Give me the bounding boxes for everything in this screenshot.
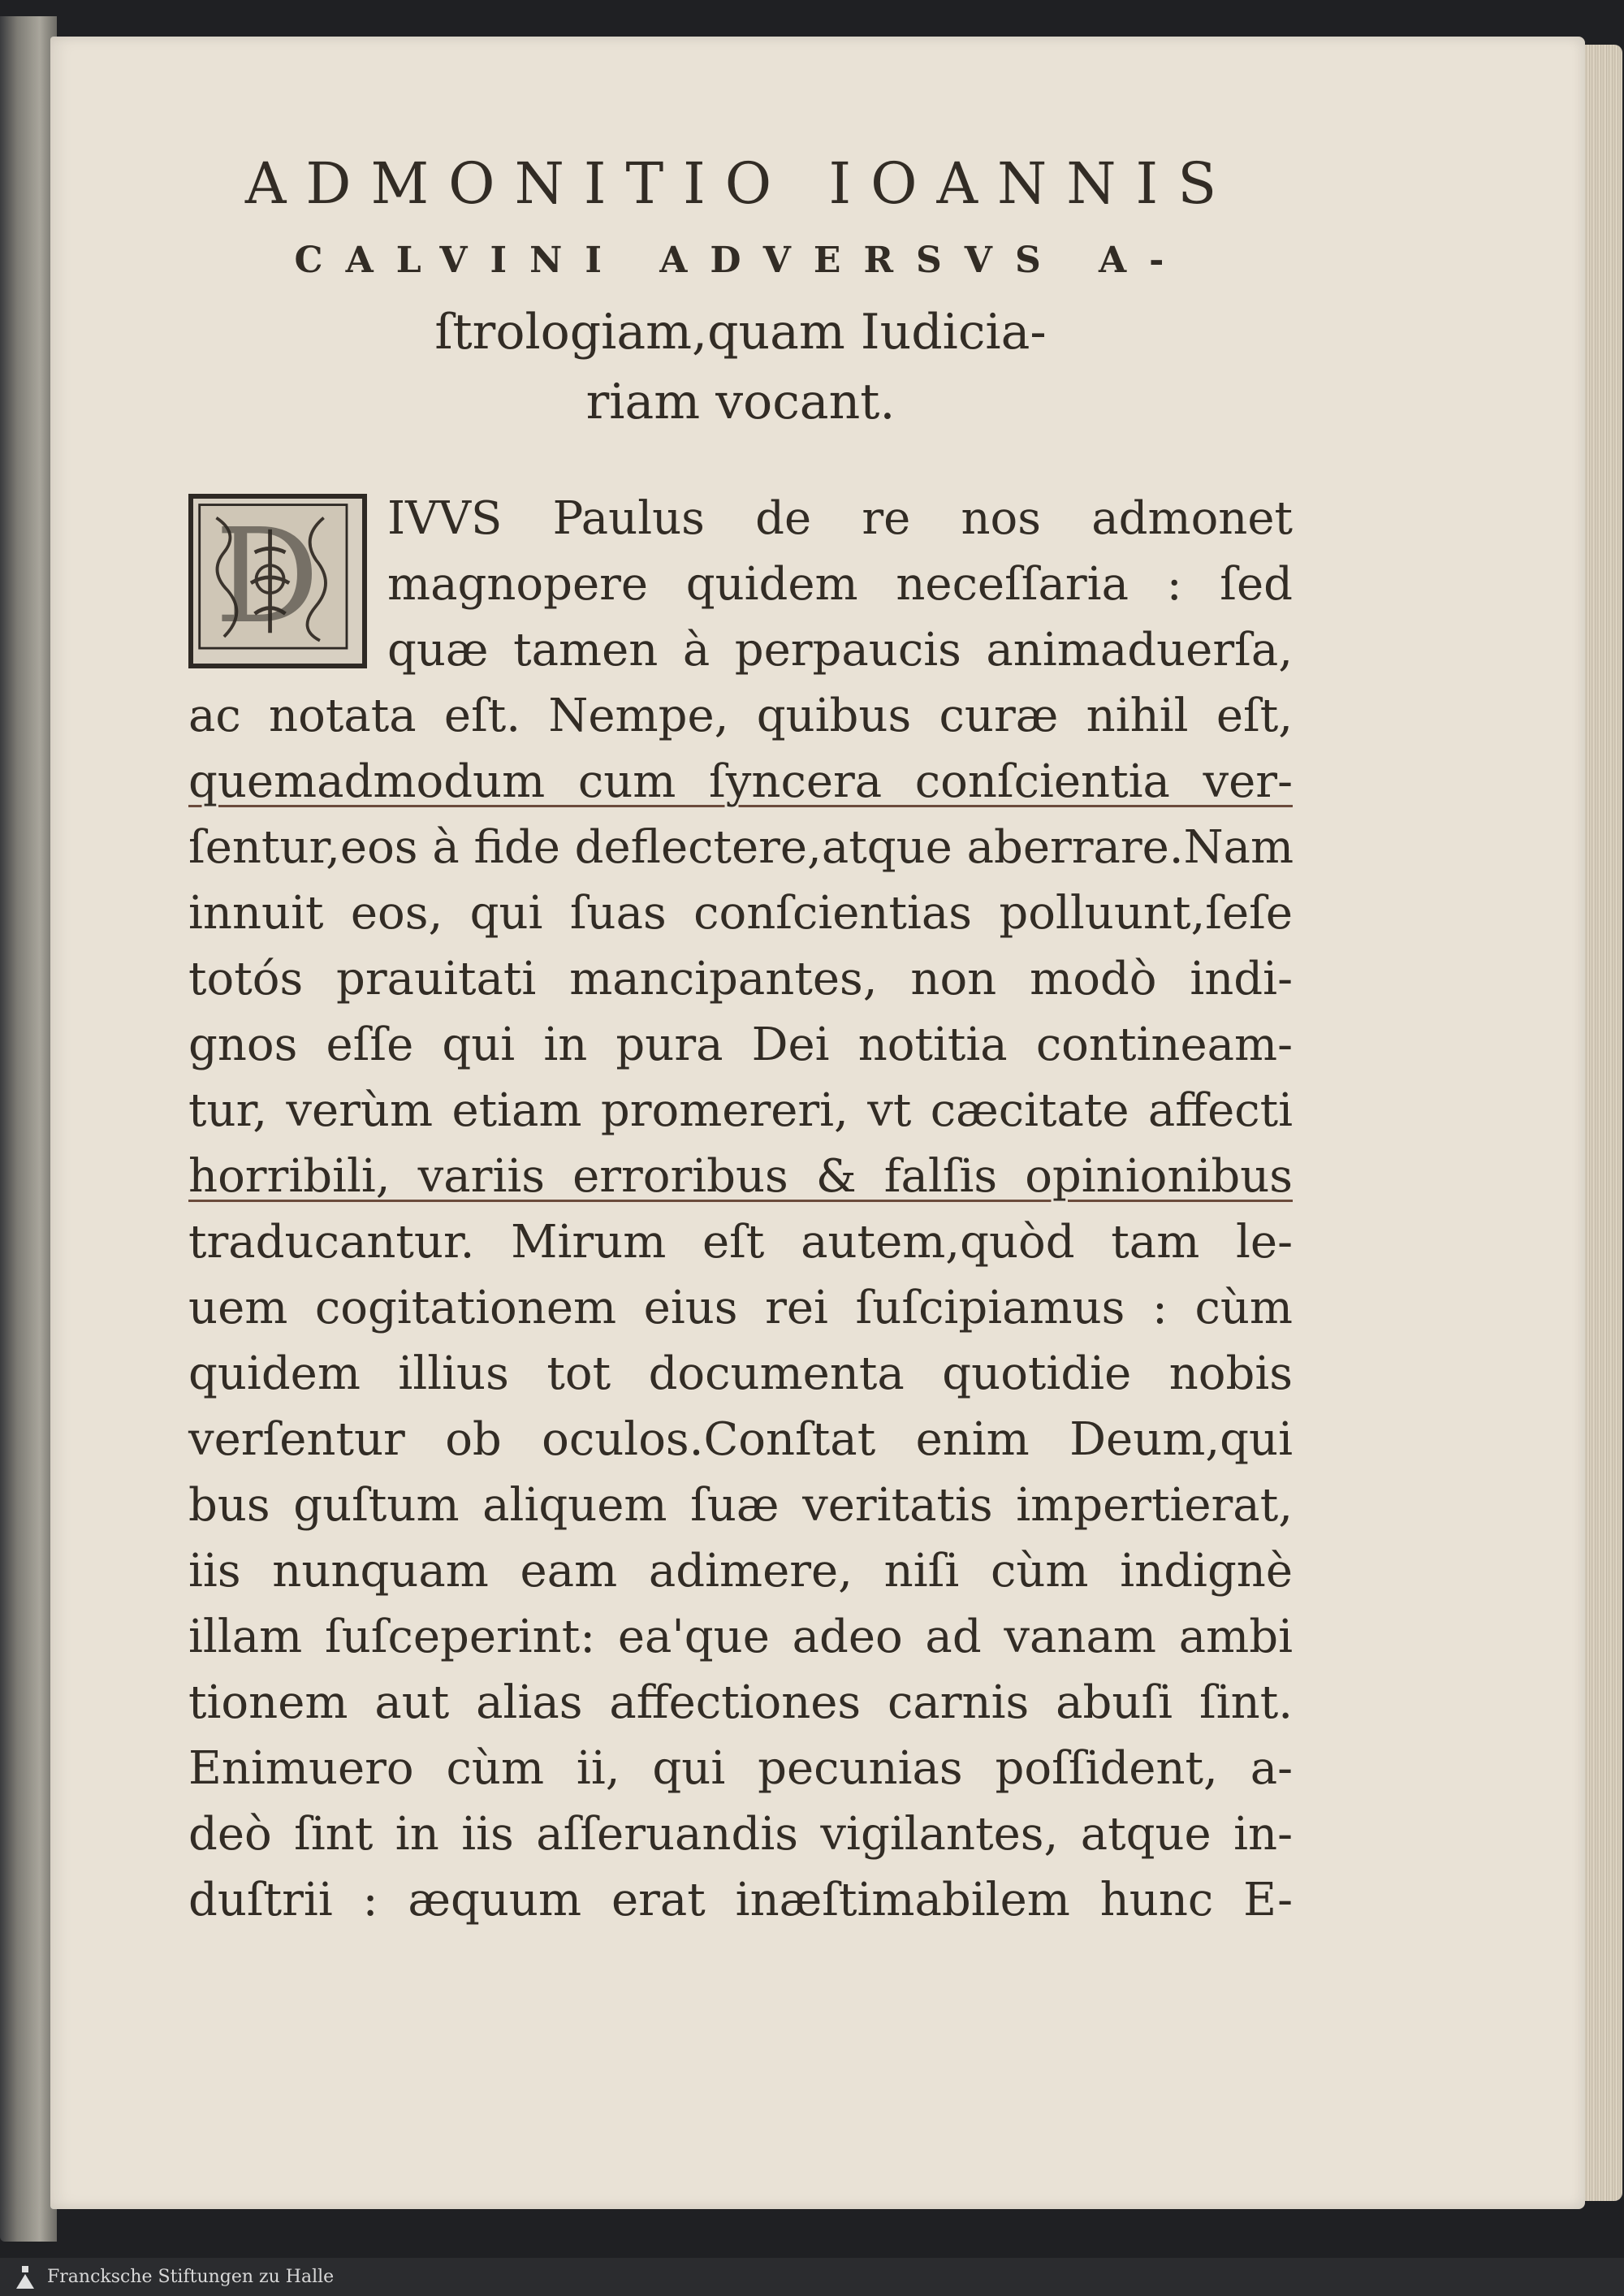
body-line-16: bus guſtum aliquem ſuæ veritatis impertierat,: [188, 1479, 1293, 1532]
body-line-14: quidem illius tot documenta quotidie nobis: [188, 1347, 1293, 1400]
body-line-13: uem cogitationem eius rei ſuſcipiamus : cùm: [188, 1282, 1293, 1334]
body-line-11: horribili, variis erroribus & falſis opinionibus: [188, 1150, 1293, 1203]
body-line-6: ſentur,eos à fide deflectere,atque aberrare.Nam: [188, 821, 1294, 874]
title-lines: [188, 297, 1293, 437]
body-line-18: illam ſuſceperint: ea'que adeo ad vanam ambi: [188, 1611, 1293, 1663]
body-line-8: totós prauitati mancipantes, non modò indi-: [188, 953, 1293, 1005]
body-line-7: innuit eos, qui ſuas conſcientias polluunt,ſeſe: [188, 887, 1293, 940]
footer-bar: [0, 2258, 1624, 2296]
title-line-3: ſtrologiam,quam Iudicia-: [434, 304, 1047, 361]
body-text: [188, 486, 1293, 1933]
body-line-12: traducantur. Mirum eſt autem,quòd tam le-: [188, 1216, 1293, 1269]
decorated-initial-icon: [193, 499, 362, 664]
book-page: [50, 37, 1585, 2209]
svg-text:D: D: [214, 500, 320, 653]
title-line-2: CALVINI ADVERSVS A-: [294, 240, 1187, 281]
body-line-5: quemadmodum cum ſyncera conſcientia ver-: [188, 755, 1293, 808]
drop-initial-ornament: [188, 494, 367, 668]
body-line-1: IVVS Paulus de re nos admonet: [387, 492, 1293, 545]
body-line-2: magnopere quidem neceſſaria : ſed: [387, 558, 1293, 611]
body-line-3: quæ tamen à perpaucis animaduerſa,: [387, 624, 1293, 677]
footer-label: Francksche Stiftungen zu Halle: [47, 2267, 335, 2287]
title-line-1: ADMONITIO IOANNIS: [244, 150, 1237, 217]
institution-logo-icon: [13, 2264, 37, 2290]
body-line-9: gnos eſſe qui in pura Dei notitia contineam-: [188, 1018, 1293, 1071]
left-page-edge: [0, 16, 57, 2242]
body-line-21: deò ſint in iis aſſeruandis vigilantes, atque in-: [188, 1808, 1293, 1861]
body-line-15: verſentur ob oculos.Conſtat enim Deum,qui: [188, 1413, 1293, 1466]
body-line-17: iis nunquam eam adimere, niſi cùm indignè: [188, 1545, 1293, 1598]
body-line-19: tionem aut alias affectiones carnis abuſi ſint.: [188, 1676, 1293, 1729]
body-line-4: ac notata eſt. Nempe, quibus curæ nihil eſt,: [188, 690, 1293, 742]
body-line-22: duſtrii : æquum erat inæſtimabilem hunc E-: [188, 1874, 1293, 1926]
body-line-20: Enimuero cùm ii, qui pecunias poſſident, a-: [188, 1742, 1293, 1795]
page-content: [188, 150, 1293, 1933]
title-line-4: riam vocant.: [585, 374, 896, 430]
body-line-10: tur, verùm etiam promereri, vt cæcitate affecti: [188, 1084, 1293, 1137]
